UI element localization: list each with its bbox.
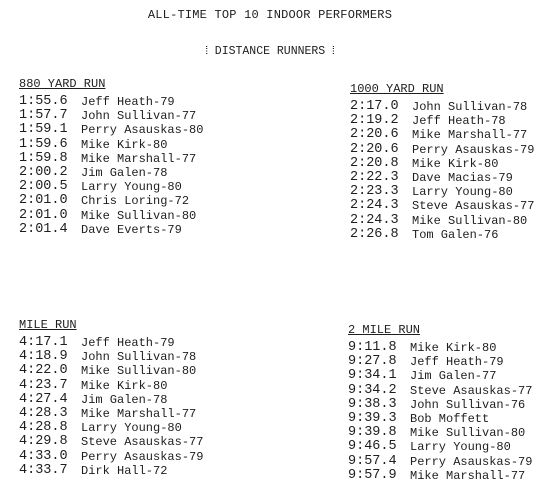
performer-row — [19, 364, 203, 378]
performer-time: 2:01.0 — [19, 207, 68, 223]
performer-name: Larry Young-80 — [412, 185, 513, 200]
performer-row — [348, 455, 532, 469]
performer-row — [19, 464, 203, 478]
performer-name: Dave Macias-79 — [412, 170, 513, 185]
performer-time: 1:59.8 — [19, 150, 68, 166]
performer-time: 4:28.3 — [19, 405, 68, 421]
performer-row — [19, 223, 203, 237]
performer-row — [19, 209, 203, 223]
performer-time: 9:34.2 — [348, 382, 397, 398]
performer-row — [350, 199, 534, 213]
performer-time: 1:59.1 — [19, 122, 68, 138]
performer-row — [348, 369, 532, 383]
performer-time: 2:19.2 — [350, 113, 399, 129]
section-2-mile-run — [348, 323, 532, 483]
performer-row — [19, 379, 203, 393]
performer-row — [350, 100, 534, 114]
performer-time: 4:33.7 — [19, 462, 68, 478]
performer-name: Jim Galen-78 — [81, 165, 168, 180]
performer-time: 9:39.3 — [348, 410, 397, 426]
performer-time: 2:24.3 — [350, 212, 399, 228]
performer-time: 9:46.5 — [348, 439, 397, 455]
performer-row — [19, 123, 203, 137]
performer-row — [348, 440, 532, 454]
performer-row — [350, 143, 534, 157]
section-880-yard-run — [19, 77, 203, 237]
performer-row — [19, 336, 203, 350]
performer-row — [19, 393, 203, 407]
performer-list — [350, 100, 534, 242]
performer-list — [19, 336, 203, 478]
performer-row — [350, 157, 534, 171]
performer-time: 9:27.8 — [348, 354, 397, 370]
performer-name: Tom Galen-76 — [412, 227, 499, 242]
performer-time: 2:20.6 — [350, 141, 399, 157]
performer-name: Larry Young-80 — [81, 421, 182, 436]
performer-name: Perry Asauskas-79 — [81, 449, 204, 464]
performer-name: Mike Marshall-77 — [412, 128, 528, 143]
performer-time: 2:24.3 — [350, 198, 399, 214]
performer-name: Chris Loring-72 — [81, 194, 190, 209]
performer-row — [19, 421, 203, 435]
performer-name: Mike Sullivan-80 — [81, 208, 197, 223]
performer-time: 2:01.4 — [19, 221, 68, 237]
performer-name: John Sullivan-78 — [81, 350, 197, 365]
performer-time: 4:17.1 — [19, 335, 68, 350]
performer-row — [348, 412, 532, 426]
performer-name: John Sullivan-77 — [81, 109, 197, 124]
performer-time: 2:20.8 — [350, 155, 399, 171]
performer-name: Mike Sullivan-80 — [412, 213, 528, 228]
performer-time: 9:11.8 — [348, 340, 397, 355]
performer-name: Perry Asauskas-79 — [410, 454, 533, 469]
performer-row — [348, 426, 532, 440]
performer-time: 2:26.8 — [350, 226, 399, 242]
performer-time: 4:33.0 — [19, 448, 68, 464]
performer-list — [19, 95, 203, 237]
section-1000-yard-run — [350, 82, 534, 242]
performer-time: 9:34.1 — [348, 368, 397, 384]
performer-name: Jim Galen-77 — [410, 369, 497, 384]
performer-time: 4:22.0 — [19, 363, 68, 379]
section-heading: 1000 YARD RUN — [350, 82, 444, 96]
performer-time: 2:00.5 — [19, 179, 68, 195]
performer-row — [19, 166, 203, 180]
performer-time: 2:22.3 — [350, 169, 399, 185]
performer-name: Mike Marshall-77 — [410, 468, 526, 483]
performer-time: 1:57.7 — [19, 108, 68, 124]
performer-time: 9:39.8 — [348, 425, 397, 441]
performer-row — [348, 469, 532, 483]
page-title: ALL-TIME TOP 10 INDOOR PERFORMERS — [147, 8, 393, 22]
performer-name: Mike Kirk-80 — [81, 137, 168, 152]
performer-time: 4:18.9 — [19, 349, 68, 365]
performer-row — [348, 355, 532, 369]
performer-row — [350, 128, 534, 142]
section-heading: 880 YARD RUN — [19, 77, 106, 91]
performer-time: 2:20.6 — [350, 127, 399, 143]
performer-name: Mike Sullivan-80 — [81, 364, 197, 379]
performer-row — [350, 171, 534, 185]
performer-time: 2:17.0 — [350, 99, 399, 114]
performer-name: Mike Marshall-77 — [81, 406, 197, 421]
performer-name: Dave Everts-79 — [81, 222, 182, 237]
performer-name: Perry Asauskas-80 — [81, 123, 204, 138]
performer-row — [19, 109, 203, 123]
performer-time: 9:38.3 — [348, 396, 397, 412]
performer-row — [348, 341, 532, 355]
performer-time: 2:01.0 — [19, 193, 68, 209]
performer-row — [19, 95, 203, 109]
performer-name: Jim Galen-78 — [81, 392, 168, 407]
performer-name: John Sullivan-76 — [410, 397, 526, 412]
performer-row — [19, 194, 203, 208]
section-heading: 2 MILE RUN — [348, 323, 421, 337]
performer-row — [350, 214, 534, 228]
performer-name: Larry Young-80 — [410, 440, 511, 455]
performer-time: 4:27.4 — [19, 391, 68, 407]
performer-time: 2:00.2 — [19, 164, 68, 180]
performer-name: Jeff Heath-79 — [81, 336, 175, 350]
page-subtitle: ⦙ DISTANCE RUNNERS ⦙ — [205, 45, 335, 58]
performer-name: Bob Moffett — [410, 411, 490, 426]
performer-name: Steve Asauskas-77 — [81, 435, 204, 450]
performer-time: 4:23.7 — [19, 377, 68, 393]
performer-name: Larry Young-80 — [81, 180, 182, 195]
performer-name: Jeff Heath-78 — [412, 114, 506, 129]
performer-row — [19, 435, 203, 449]
performer-name: Mike Kirk-80 — [410, 341, 497, 355]
performer-row — [19, 138, 203, 152]
performer-time: 9:57.9 — [348, 467, 397, 483]
performer-name: Mike Kirk-80 — [81, 378, 168, 393]
performer-row — [19, 450, 203, 464]
performer-name: Jeff Heath-79 — [410, 355, 504, 370]
performer-time: 9:57.4 — [348, 453, 397, 469]
section-mile-run — [19, 318, 203, 478]
section-heading: MILE RUN — [19, 318, 77, 332]
performer-row — [350, 228, 534, 242]
performer-row — [350, 185, 534, 199]
performer-list — [348, 341, 532, 483]
performer-name: Jeff Heath-79 — [81, 95, 175, 109]
performer-time: 1:59.6 — [19, 136, 68, 152]
performer-row — [19, 350, 203, 364]
performer-row — [348, 398, 532, 412]
performer-name: Mike Marshall-77 — [81, 151, 197, 166]
performer-time: 4:29.8 — [19, 434, 68, 450]
performer-name: Steve Asauskas-77 — [410, 383, 533, 398]
performer-time: 4:28.8 — [19, 420, 68, 436]
performer-name: Dirk Hall-72 — [81, 463, 168, 478]
performer-time: 1:55.6 — [19, 94, 68, 109]
performer-row — [19, 180, 203, 194]
performer-row — [348, 384, 532, 398]
performer-time: 2:23.3 — [350, 184, 399, 200]
performer-name: Mike Kirk-80 — [412, 156, 499, 171]
performer-row — [19, 152, 203, 166]
performer-row — [19, 407, 203, 421]
performer-name: Mike Sullivan-80 — [410, 426, 526, 441]
performer-row — [350, 114, 534, 128]
performer-name: Perry Asauskas-79 — [412, 142, 535, 157]
performer-name: John Sullivan-78 — [412, 100, 528, 114]
performer-name: Steve Asauskas-77 — [412, 199, 535, 214]
